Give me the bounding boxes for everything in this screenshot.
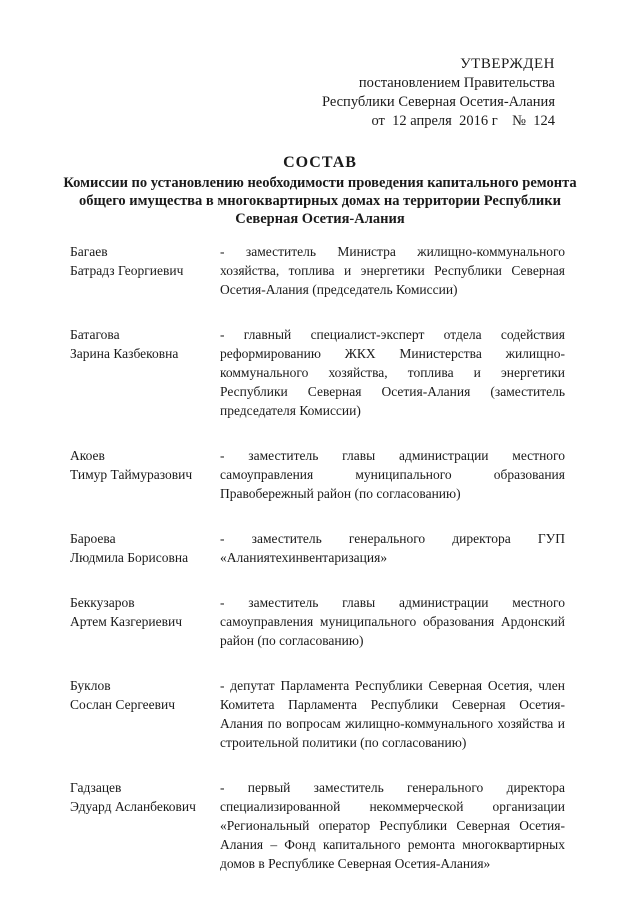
- member-entry: [70, 242, 565, 299]
- member-entry: [70, 325, 565, 420]
- member-entry: [70, 676, 565, 752]
- member-surname: Акоев: [70, 448, 105, 463]
- member-surname: Батагова: [70, 327, 120, 342]
- member-role: - заместитель Министра жилищно-коммунального хозяйства, топлива и энергетики Республики Северная Осетия-Алания (председатель Комиссии): [220, 244, 565, 297]
- member-given-name: Зарина Казбековна: [70, 346, 179, 361]
- member-given-name: Тимур Таймуразович: [70, 467, 193, 482]
- approval-heading: УТВЕРЖДЕН: [460, 56, 555, 72]
- member-entry: [70, 593, 565, 650]
- member-name: [70, 446, 220, 503]
- title-main: СОСТАВ: [283, 154, 357, 171]
- member-entry: [70, 446, 565, 503]
- title-sub: Комиссии по установлению необходимости проведения капитального ремонта общего имущества в многоквартирных домах на территории Республики Северная Осетия-Алания: [63, 175, 577, 227]
- member-surname: Багаев: [70, 244, 108, 259]
- approval-stamp: [255, 55, 555, 131]
- member-name: [70, 325, 220, 420]
- member-name: [70, 778, 220, 873]
- member-given-name: Сослан Сергеевич: [70, 697, 176, 712]
- approval-line-1: постановлением Правительства: [358, 75, 555, 91]
- member-role: - депутат Парламента Республики Северная Осетия, член Комитета Парламента Республики Северная Осетия-Алания по вопросам жилищно-коммунального хозяйства и строительной политики (по согласованию): [220, 678, 565, 750]
- member-role: - заместитель главы администрации местного самоуправления муниципального образования Ардонский район (по согласованию): [220, 595, 565, 648]
- member-surname: Беккузаров: [70, 595, 135, 610]
- member-entry: [70, 778, 565, 873]
- member-name: [70, 529, 220, 567]
- member-role: - главный специалист-эксперт отдела содействия реформированию ЖКХ Министерства жилищно-коммунального хозяйства, топлива и энергетики Республики Северная Осетия-Алания (заместитель председателя Комиссии): [220, 327, 565, 418]
- member-given-name: Людмила Борисовна: [70, 550, 189, 565]
- approval-line-3: от 12 апреля 2016 г № 124: [371, 113, 555, 129]
- member-surname: Буклов: [70, 678, 111, 693]
- member-role: - заместитель генерального директора ГУП «Аланиятехинвентаризация»: [220, 531, 565, 565]
- member-given-name: Батрадз Георгиевич: [70, 263, 184, 278]
- member-surname: Гадзацев: [70, 780, 122, 795]
- members-list: [70, 242, 565, 873]
- member-name: [70, 676, 220, 752]
- member-surname: Бароева: [70, 531, 116, 546]
- approval-line-2: Республики Северная Осетия-Алания: [321, 94, 555, 110]
- member-name: [70, 242, 220, 299]
- member-given-name: Артем Казгериевич: [70, 614, 182, 629]
- member-entry: [70, 529, 565, 567]
- member-role: - заместитель главы администрации местного самоуправления муниципального образования Правобережный район (по согласованию): [220, 448, 565, 501]
- member-name: [70, 593, 220, 650]
- member-role: - первый заместитель генерального директора специализированной некоммерческой организации «Региональный оператор Республики Северная Осетия-Алания – Фонд капитального ремонта многоквартирных домов в Республике Северная Осетия-Алания»: [220, 780, 565, 871]
- document-title: [60, 153, 580, 228]
- member-given-name: Эдуард Асланбекович: [70, 799, 196, 814]
